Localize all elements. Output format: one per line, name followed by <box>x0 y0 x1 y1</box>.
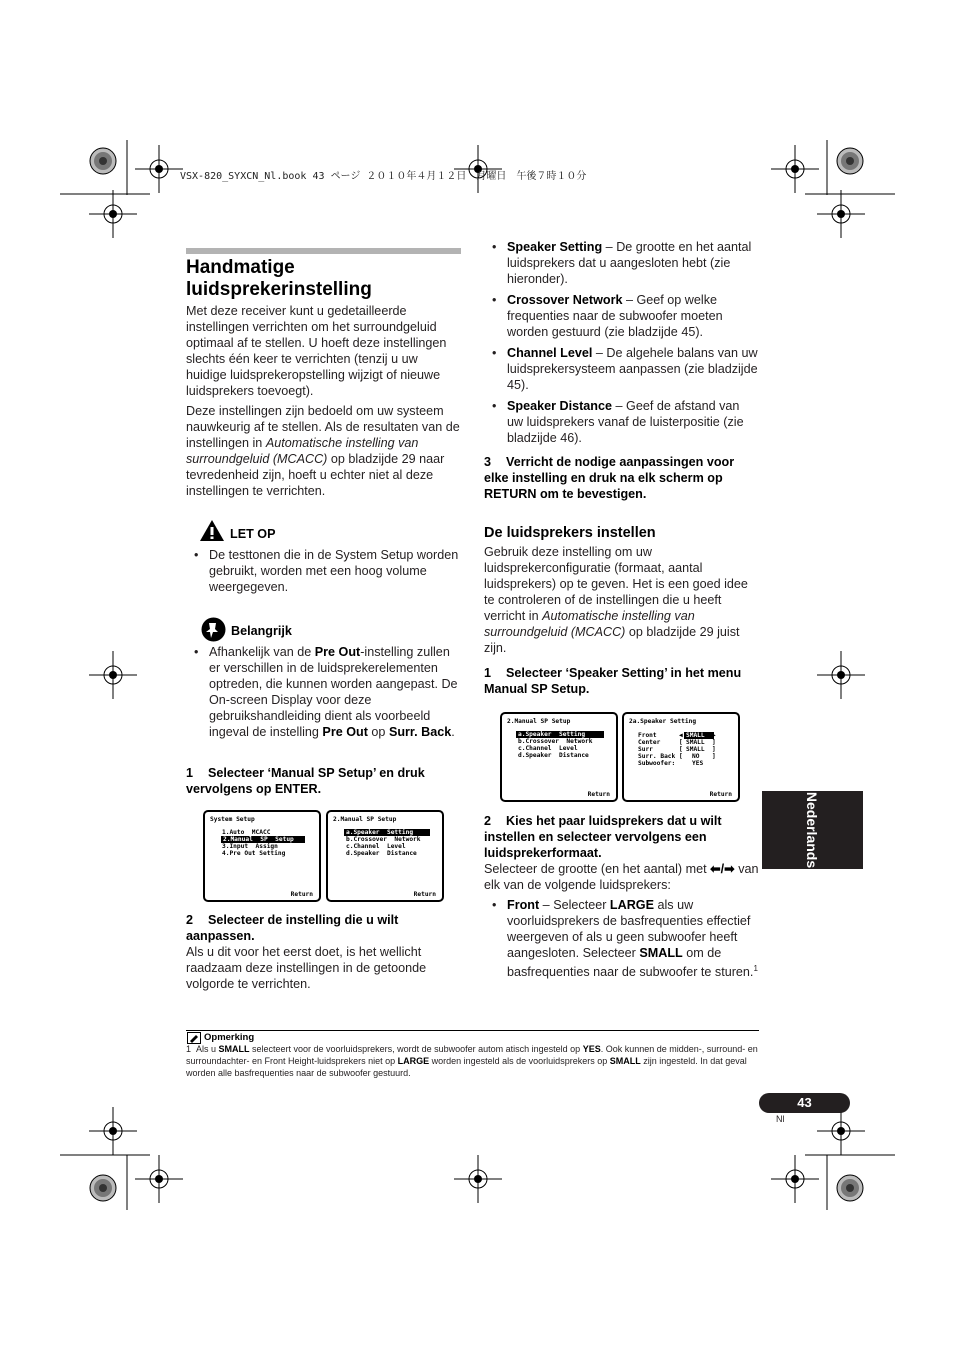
left-step-2-desc: Als u dit voor het eerst doet, is het wellicht raadzaam deze instellingen in de getoonde volgorde te verrichten. <box>186 945 427 991</box>
warning-icon <box>199 519 225 542</box>
intro-paragraph-2: Deze instellingen zijn bedoeld om uw systeem nauwkeurig af te stellen. Als de resultaten van de instellingen in Automatische instelling van surroundgeluid (MCACC) op bladzijde 29 naar tevredenheid zijn, hoeft u echter niet al deze instellingen te verrichten. <box>186 404 460 498</box>
bullet-front: • Front – Selecteer LARGE als uw voorluidsprekers de basfrequenties effectief weergeven of als u geen subwoofer heeft aangesloten. Selecteer SMALL om de basfrequenties naar de subwoofer te sturen.$^1$ <box>484 897 759 980</box>
speaker-label: Subwoofer: <box>638 760 676 767</box>
screen-item: d.Speaker Distance <box>518 752 589 759</box>
screen-item: 3.Input Assign <box>222 843 278 850</box>
right-step-1: 1 Selecteer ‘Speaker Setting’ in het menu Manual SP Setup. <box>484 666 742 696</box>
screen-item: d.Speaker Distance <box>346 850 417 857</box>
speaker-value: SMALL <box>686 746 705 753</box>
screen-item-selected: a.Speaker Setting <box>516 731 604 738</box>
front-list <box>484 897 759 985</box>
screen-return: Return <box>290 891 313 898</box>
speaker-label: Center <box>638 739 661 746</box>
footnote-rule <box>186 1030 759 1031</box>
bullet-speaker-setting: • Speaker Setting – De grootte en het aantal luidsprekers dat u aangesloten hebt (zie hieronder). <box>484 239 759 287</box>
left-column <box>186 257 461 503</box>
important-list <box>186 644 461 745</box>
intro-paragraph-1: Met deze receiver kunt u gedetailleerde instellingen verrichten om het surroundgeluid optimaal af te stellen. U hoeft deze instellingen slechts één keer te verrichten (tenzij u uw huidige luidsprekeropstelling wijzigt of nieuwe luidsprekers toevoegt). <box>186 304 447 398</box>
speaker-label: Front <box>638 732 657 739</box>
language-tab: Nederlands <box>762 791 863 869</box>
right-step-2-desc: Selecteer de grootte (en het aantal) met ⬅/➡ van elk van de volgende luidsprekers: <box>484 862 759 892</box>
speaker-value: SMALL <box>686 739 705 746</box>
subsection-paragraph: Gebruik deze instelling om uw luidsprekerconfiguratie (formaat, aantal luidsprekers) op te geven. Het is een goed idee te controleren of de instellingen die u heeft verricht in Automatische instelling van surroundgeluid (MCACC) op bladzijde 29 juist zijn. <box>484 545 748 655</box>
speaker-value: YES <box>692 760 704 767</box>
screen-item-selected: a.Speaker Setting <box>344 829 430 836</box>
right-step-3: 3 Verricht de nodige aanpassingen voor elke instelling en druk na elk scherm op RETURN om te bevestigen. <box>484 455 735 501</box>
screen-item-selected: 2.Manual SP Setup <box>221 836 305 843</box>
screen-item: 1.Auto MCACC <box>222 829 271 836</box>
speaker-value-selected: SMALL <box>684 732 714 739</box>
bullet-crossover-network: • Crossover Network – Geef op welke frequenties naar de subwoofer moeten worden gestuurd (zie bladzijde 45). <box>484 292 759 340</box>
caution-list <box>186 547 461 600</box>
footnote-heading: Opmerking <box>204 1032 255 1043</box>
right-step-2: 2 Kies het paar luidsprekers dat u wilt instellen en selecteer vervolgens een luidsprekerformaat. <box>484 814 722 860</box>
section-rule <box>186 248 461 254</box>
pin-icon <box>201 617 226 642</box>
important-item: • Afhankelijk van de Pre Out-instelling zullen er verschillen in de luidsprekerelementen optreden, die kunnen worden aangepast. De On-screen Display voor deze gebruikshandleiding dient als voorbeeld ingeval de instelling Pre Out op Surr. Back. <box>186 644 461 740</box>
left-step-2: 2 Selecteer de instelling die u wilt aanpassen. <box>186 913 399 943</box>
screen-title: System Setup <box>210 816 255 823</box>
footnote-text: 1 Als u SMALL selecteert voor de voorluidsprekers, wordt de subwoofer autom atisch ingesteld op YES. Ook kunnen de midden-, surround- en surroundachter- en Front Height-luidsprekers niet op LARGE worden ingesteld als de voorluidsprekers op SMALL zijn ingesteld. In dat geval worden alle basfrequenties naar de subwoofer gestuurd. <box>186 1044 758 1078</box>
screen-return: Return <box>413 891 436 898</box>
screen-title: 2a.Speaker Setting <box>629 718 697 725</box>
important-heading: Belangrijk <box>231 624 292 638</box>
page-number: 43 <box>759 1093 850 1113</box>
screen-item: b.Crossover Network <box>346 836 421 843</box>
bullet-speaker-distance: • Speaker Distance – Geef de afstand van uw luidsprekers vanaf de luisterpositie (zie bladzijde 46). <box>484 398 759 446</box>
section-title-line2: luidsprekerinstelling <box>186 279 372 300</box>
section-title-line1: Handmatige <box>186 257 295 278</box>
print-header: VSX-820_SYXCN_Nl.book 43 ページ ２０１０年４月１２日 月曜日 午後７時１０分 <box>180 171 587 182</box>
left-arrow-icon: ◀ <box>679 732 683 739</box>
speaker-label: Surr <box>638 746 653 753</box>
subsection-title: De luidsprekers instellen <box>484 525 656 541</box>
screen-item: c.Channel Level <box>346 843 406 850</box>
section-title <box>186 257 461 301</box>
left-step-1: 1 Selecteer ‘Manual SP Setup’ en druk vervolgens op ENTER. <box>186 766 425 796</box>
screen-item: 4.Pre Out Setting <box>222 850 286 857</box>
screen-title: 2.Manual SP Setup <box>333 816 397 823</box>
screen-speaker-setting: 2a.Speaker Setting Front Center Surr Surr. Back Subwoofer: ◀ SMALL ▶ [ SMALL ] [ SMALL ] [ NO ] YES Return <box>622 712 740 802</box>
screen-return: Return <box>587 791 610 798</box>
screen-return: Return <box>709 791 732 798</box>
page-language: Nl <box>776 1114 785 1124</box>
right-column-bullets <box>484 239 759 451</box>
screen-manual-sp-setup <box>326 810 444 902</box>
bullet-channel-level: • Channel Level – De algehele balans van uw luidsprekersysteem aanpassen (zie bladzijde 45). <box>484 345 759 393</box>
screen-item: b.Crossover Network <box>518 738 593 745</box>
caution-heading: LET OP <box>230 527 276 541</box>
arrow-keys-icon: ⬅/➡ <box>710 862 735 876</box>
screen-item: c.Channel Level <box>518 745 578 752</box>
speaker-value: NO <box>692 753 700 760</box>
screen-title: 2.Manual SP Setup <box>507 718 571 725</box>
caution-item: • De testtonen die in de System Setup worden gebruikt, worden met een hoog volume weergegeven. <box>186 547 461 595</box>
screen-system-setup <box>203 810 321 902</box>
right-arrow-icon: ▶ <box>712 732 716 739</box>
screen-manual-sp-setup-2 <box>500 712 618 802</box>
speaker-label: Surr. Back <box>638 753 676 760</box>
